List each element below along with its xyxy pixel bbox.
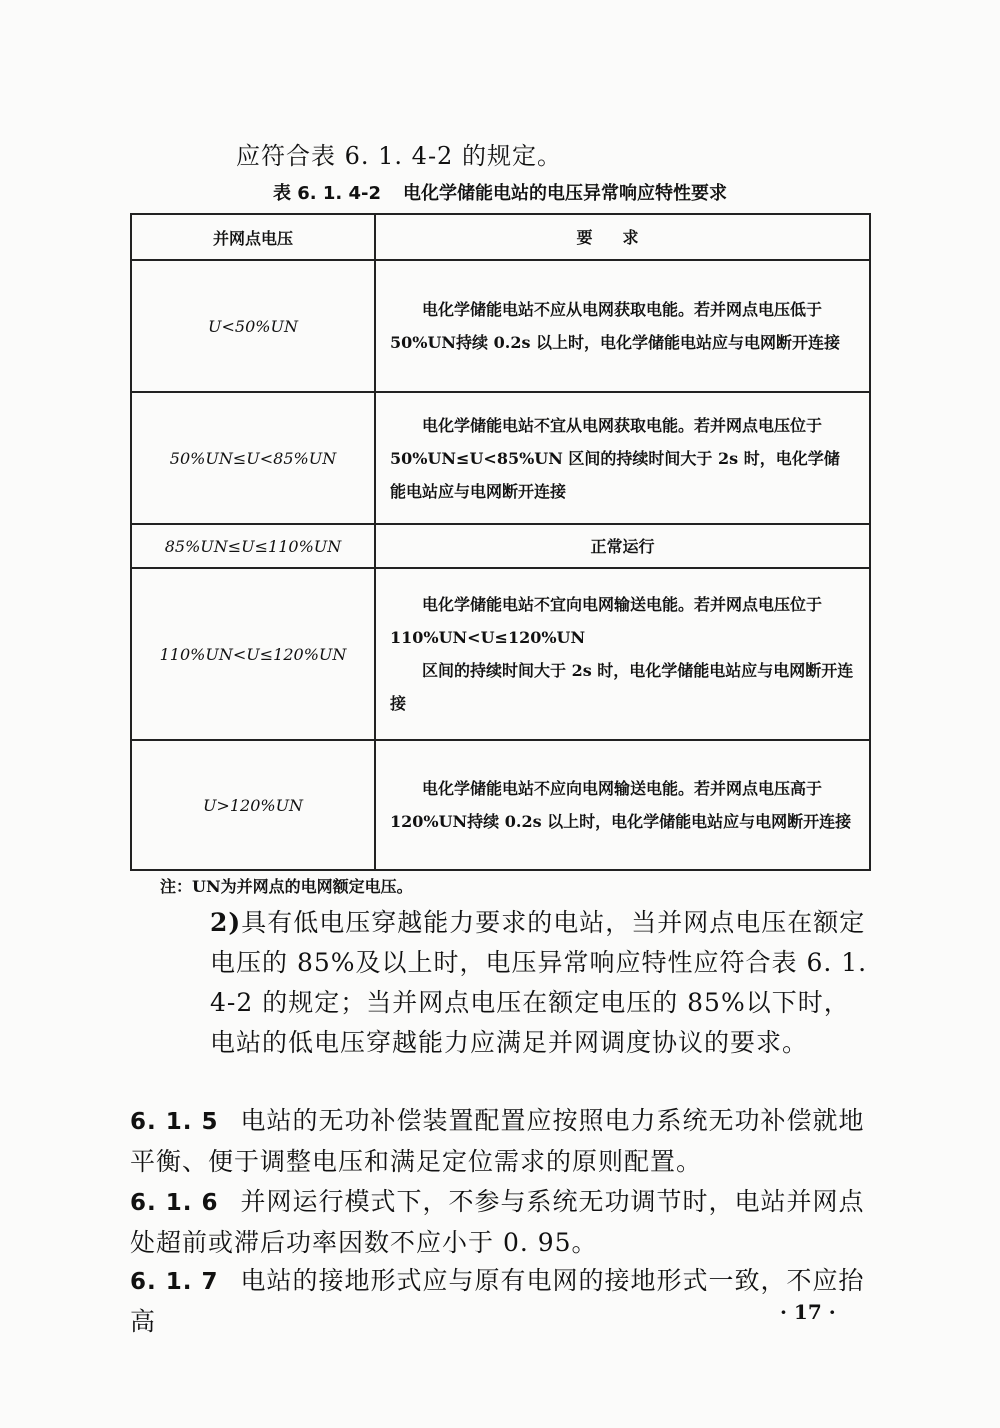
item-2-text: 具有低电压穿越能力要求的电站，当并网点电压在额定电压的 85%及以上时，电压异常响应特性应符合表 6. 1. 4-2 的规定；当并网点电压在额定电压的 85%以下时，电站的低电压穿越能力应满足并网调度协议的要求。	[210, 908, 868, 1057]
item-2	[210, 903, 872, 1063]
voltage-cell: 110%UN<U≤120%UN	[131, 568, 375, 740]
clause-text: 并网运行模式下，不参与系统无功调节时，电站并网点处超前或滞后功率因数不应小于 0. 95。	[130, 1187, 865, 1257]
requirement-cell: 正常运行	[375, 524, 870, 568]
voltage-cell: U<50%UN	[131, 260, 375, 392]
clause-text: 电站的无功补偿装置配置应按照电力系统无功补偿就地平衡、便于调整电压和满足定位需求的原则配置。	[130, 1106, 865, 1176]
clause-number: 6. 1. 7	[130, 1269, 219, 1295]
table-row	[131, 524, 870, 568]
requirement-cell	[375, 740, 870, 870]
requirement-text: 电化学储能电站不宜向电网输送电能。若并网点电压位于 110%UN<U≤120%UN	[390, 595, 823, 647]
voltage-cell: U>120%UN	[131, 740, 375, 870]
requirement-cell	[375, 568, 870, 740]
clause-6-1-7	[130, 1261, 875, 1342]
clause-number: 6. 1. 6	[130, 1190, 219, 1216]
clause-6-1-5	[130, 1101, 875, 1182]
item-2-marker: 2)	[210, 908, 242, 937]
table-caption-number: 表 6. 1. 4-2	[272, 183, 382, 204]
table-caption	[0, 179, 1000, 205]
table-header-row	[131, 214, 870, 260]
table-row	[131, 740, 870, 870]
header-requirement: 要求	[375, 214, 870, 260]
requirement-cell	[375, 260, 870, 392]
intro-text: 应符合表 6. 1. 4-2 的规定。	[236, 142, 562, 170]
table-note: 注：UN为并网点的电网额定电压。	[160, 877, 413, 896]
clause-6-1-6	[130, 1182, 875, 1263]
table-row	[131, 260, 870, 392]
clause-number: 6. 1. 5	[130, 1109, 219, 1135]
table-caption-title: 电化学储能电站的电压异常响应特性要求	[403, 183, 728, 204]
voltage-cell: 85%UN≤U≤110%UN	[131, 524, 375, 568]
table-row	[131, 568, 870, 740]
table-row	[131, 392, 870, 524]
page-number: · 17 ·	[780, 1300, 836, 1324]
voltage-cell: 50%UN≤U<85%UN	[131, 392, 375, 524]
requirements-table	[130, 213, 871, 871]
clause-text: 电站的接地形式应与原有电网的接地形式一致，不应抬高	[130, 1266, 865, 1336]
header-voltage: 并网点电压	[131, 214, 375, 260]
requirement-cell	[375, 392, 870, 524]
requirement-text: 电化学储能电站不应从电网获取电能。若并网点电压低于 50%UN持续 0.2s 以上时，电化学储能电站应与电网断开连接	[390, 300, 841, 352]
requirement-text: 电化学储能电站不应向电网输送电能。若并网点电压高于 120%UN持续 0.2s 以上时，电化学储能电站应与电网断开连接	[390, 779, 852, 831]
requirement-text: 电化学储能电站不宜从电网获取电能。若并网点电压位于 50%UN≤U<85%UN 区间的持续时间大于 2s 时，电化学储能电站应与电网断开连接	[390, 415, 840, 501]
requirement-text-cont: 区间的持续时间大于 2s 时，电化学储能电站应与电网断开连接	[390, 661, 854, 713]
